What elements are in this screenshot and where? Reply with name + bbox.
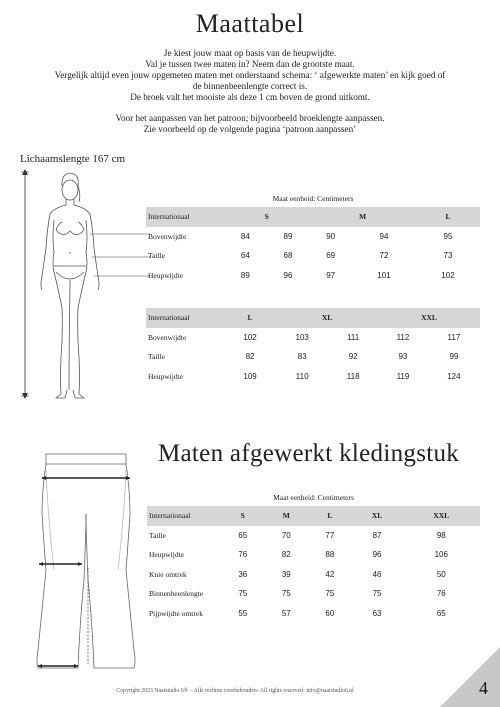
- cell: 118: [346, 371, 360, 381]
- size-header-s: S: [224, 207, 309, 227]
- row-label: Heupwijdte: [148, 270, 183, 280]
- size-header-l: L: [416, 207, 480, 227]
- cell: 73: [443, 251, 453, 261]
- cell: 72: [379, 251, 389, 261]
- cell: 112: [396, 332, 410, 342]
- size-header-l: L: [224, 308, 276, 328]
- table-header-row: [147, 506, 480, 526]
- copyright-footer: Copyright 2023 Naaistudio 6® – Alle rechten voorbehouden- All rights reserved- info@naaistudio6.nl: [116, 688, 354, 694]
- cell: 96: [283, 270, 293, 280]
- cell: 101: [377, 270, 391, 280]
- row-label: Heupwijdte: [148, 371, 183, 381]
- cell: 95: [443, 231, 453, 241]
- size-header-xxl: XXL: [403, 506, 480, 526]
- cell: 124: [447, 371, 461, 381]
- cell: 64: [240, 251, 250, 261]
- cell: 109: [243, 371, 257, 381]
- cell: 75: [325, 589, 335, 599]
- intro-line: de binnenbeenlengte correct is.: [192, 81, 308, 91]
- section-title-finished-garment: Maten afgewerkt kledingstuk: [158, 440, 460, 467]
- cell: 111: [347, 332, 360, 342]
- cell: 50: [436, 569, 446, 579]
- cell: 97: [326, 270, 336, 280]
- trousers-illustration: [34, 450, 146, 676]
- row-label: Heupwijdte: [149, 550, 184, 560]
- page-corner-decoration: [440, 647, 500, 707]
- table-row: [147, 584, 480, 604]
- row-label: Taille: [148, 251, 165, 261]
- cell: 65: [238, 530, 248, 540]
- intro-line: De broek valt het mooiste als deze 1 cm boven de grond uitkomt.: [130, 92, 370, 102]
- cell: 98: [436, 530, 446, 540]
- row-label: Bovenwijdte: [148, 332, 187, 342]
- table-row: [146, 246, 480, 266]
- cell: 110: [295, 371, 309, 381]
- cell: 89: [283, 231, 293, 241]
- cell: 75: [238, 589, 248, 599]
- cell: 77: [325, 530, 335, 540]
- intro-text: [30, 48, 470, 135]
- body-height-label: Lichaamslengte 167 cm: [20, 153, 126, 165]
- cell: 92: [348, 352, 358, 362]
- header-label: Internationaal: [146, 308, 224, 328]
- cell: 103: [295, 332, 309, 342]
- cell: 75: [281, 589, 291, 599]
- cell: 82: [245, 352, 255, 362]
- cell: 87: [372, 530, 382, 540]
- row-label: Bovenwijdte: [148, 231, 187, 241]
- size-header-xl: XL: [352, 506, 403, 526]
- size-header-m: M: [309, 207, 416, 227]
- intro-line: Zie voorbeeld op de volgende pagina ‘patroon aanpassen’: [143, 124, 357, 134]
- cell: 90: [326, 231, 336, 241]
- intro-line: Val je tussen twee maten in? Neem dan de grootste maat.: [145, 59, 355, 69]
- cell: 102: [441, 270, 455, 280]
- table-caption: Maat eenheid: Centimeters: [146, 189, 480, 207]
- cell: 82: [281, 550, 291, 560]
- table-row: [146, 266, 480, 286]
- size-table-body-l-xxl: [146, 308, 480, 386]
- row-label: Taille: [149, 530, 166, 540]
- size-header-l: L: [308, 506, 352, 526]
- cell: 83: [297, 352, 307, 362]
- cell: 65: [436, 608, 446, 618]
- cell: 99: [449, 352, 459, 362]
- cell: 46: [372, 569, 382, 579]
- cell: 69: [326, 251, 336, 261]
- finished-garment-size-table: [147, 488, 480, 623]
- cell: 60: [325, 608, 335, 618]
- body-figure-illustration: [18, 168, 150, 408]
- row-label: Pijpwijdte omtrek: [149, 608, 203, 618]
- cell: 68: [283, 251, 293, 261]
- cell: 89: [240, 270, 250, 280]
- cell: 94: [379, 231, 389, 241]
- table-header-row: [146, 308, 480, 328]
- row-label: Taille: [148, 352, 165, 362]
- size-header-s: S: [221, 506, 265, 526]
- page-number: 4: [479, 678, 488, 698]
- intro-line: Je kiest jouw maat op basis van de heupwijdte.: [163, 48, 337, 58]
- page-title: Maattabel: [195, 9, 305, 38]
- table-caption: Maat eenheid: Centimeters: [147, 488, 480, 506]
- cell: 70: [281, 530, 291, 540]
- cell: 57: [281, 608, 291, 618]
- header-label: Internationaal: [147, 506, 221, 526]
- table-row: [146, 227, 480, 247]
- row-label: Binnenbeenlengte: [149, 589, 204, 599]
- size-header-m: M: [265, 506, 309, 526]
- cell: 93: [398, 352, 408, 362]
- cell: 42: [325, 569, 335, 579]
- cell: 75: [372, 589, 382, 599]
- cell: 76: [436, 589, 446, 599]
- header-label: Internationaal: [146, 207, 224, 227]
- table-row: [146, 367, 480, 387]
- table-row: [147, 526, 480, 546]
- table-header-row: [146, 207, 480, 227]
- intro-line: Vergelijk altijd even jouw opgemeten maten met onderstaand schema: ‘ afgewerkte maten’ en kijk goed of: [54, 70, 446, 80]
- cell: 96: [372, 550, 382, 560]
- table-row: [146, 347, 480, 367]
- cell: 102: [243, 332, 257, 342]
- table-row: [147, 545, 480, 565]
- cell: 117: [447, 332, 461, 342]
- cell: 88: [325, 550, 335, 560]
- cell: 55: [238, 608, 248, 618]
- table-row: [147, 565, 480, 585]
- table-row: [146, 328, 480, 348]
- cell: 84: [240, 231, 250, 241]
- cell: 36: [238, 569, 248, 579]
- size-header-xxl: XXL: [378, 308, 480, 328]
- intro-line: Voor het aanpassen van het patroon; bijvoorbeeld broeklengte aanpassen.: [115, 113, 385, 123]
- cell: 39: [281, 569, 291, 579]
- row-label: Knie omtrek: [149, 569, 187, 579]
- size-table-body-s-l: [146, 189, 480, 285]
- cell: 106: [434, 550, 448, 560]
- cell: 119: [396, 371, 410, 381]
- table-row: [147, 604, 480, 624]
- cell: 76: [238, 550, 248, 560]
- cell: 63: [372, 608, 382, 618]
- size-header-xl: XL: [276, 308, 378, 328]
